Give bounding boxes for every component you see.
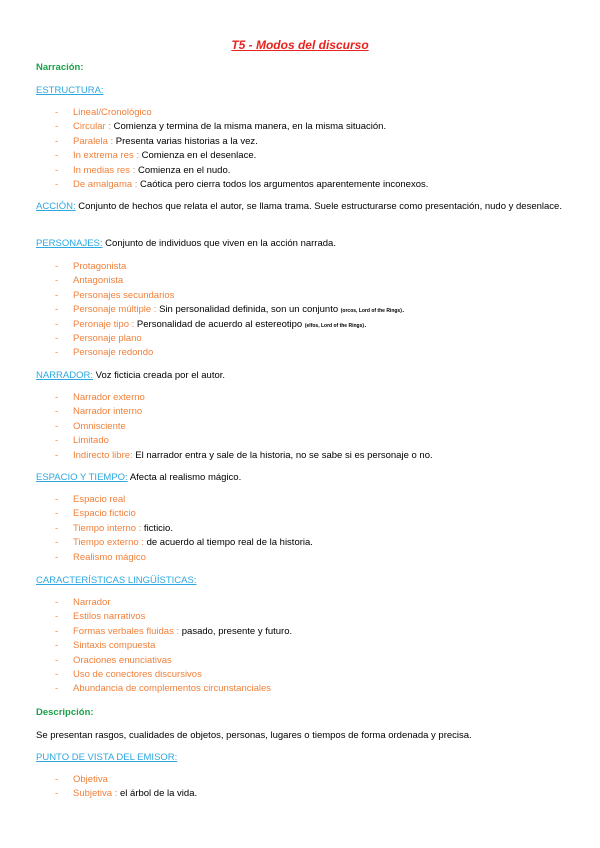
caracteristicas-bullet: -	[55, 669, 59, 680]
personajes-bullet: -	[55, 347, 59, 359]
personajes-item	[73, 275, 123, 286]
punto-vista-heading: PUNTO DE VISTA DEL EMISOR:	[36, 752, 178, 763]
espacio-item-desc: de acuerdo al tiempo real de la historia.	[143, 537, 313, 549]
document-title: T5 - Modos del discurso	[231, 38, 369, 52]
caracteristicas-heading: CARACTERÍSTICAS LINGÜÍSTICAS:	[36, 575, 197, 586]
personajes-paragraph	[36, 238, 336, 249]
estructura-bullet: -	[55, 107, 59, 118]
personajes-item	[73, 290, 174, 301]
personajes-bullet: -	[55, 318, 59, 330]
espacio-bullet: -	[55, 494, 59, 505]
estructura-bullet: -	[55, 179, 59, 190]
estructura-item	[73, 150, 256, 161]
estructura-item-desc: Comienza en el nudo.	[135, 164, 231, 176]
personajes-item-term: Personajes secundarios	[73, 289, 175, 301]
personajes-item	[73, 347, 153, 358]
caracteristicas-item	[73, 611, 145, 622]
caracteristicas-item	[73, 655, 172, 666]
personajes-item-tail: .	[401, 304, 405, 316]
estructura-bullet: -	[55, 164, 59, 176]
personajes-item-term: Antagonista	[73, 275, 124, 287]
espacio-item-term: Tiempo interno :	[73, 522, 142, 534]
estructura-heading: ESTRUCTURA:	[36, 85, 104, 96]
estructura-bullet: -	[55, 121, 59, 133]
caracteristicas-item-term: Narrador	[73, 597, 111, 608]
estructura-item-desc: Comienza en el desenlace.	[139, 150, 257, 162]
narrador-bullet: -	[55, 449, 59, 461]
punto-vista-bullet: -	[55, 774, 59, 785]
personajes-bullet: -	[55, 275, 59, 287]
personajes-item-note: (elfos, Lord of the Rings)	[304, 322, 365, 329]
estructura-item-term: Circular :	[73, 121, 112, 133]
narrador-bullet: -	[55, 435, 59, 447]
caracteristicas-bullet: -	[55, 640, 59, 652]
estructura-item-term: In extrema res :	[73, 150, 139, 162]
narrador-bullet: -	[55, 420, 59, 432]
estructura-item	[73, 107, 152, 118]
descripcion-text: Se presentan rasgos, cualidades de objetos, personas, lugares o tiempos de forma ordenada y precisa.	[36, 730, 472, 741]
personajes-heading: PERSONAJES:	[36, 238, 103, 249]
personajes-item-note: (orcos, Lord of the Rings)	[340, 308, 402, 315]
espacio-text: Afecta al realismo mágico.	[127, 472, 242, 483]
punto-vista-item-desc: el árbol de la vida.	[117, 788, 198, 800]
caracteristicas-item	[73, 626, 292, 637]
caracteristicas-item-term: Formas verbales fluidas :	[73, 625, 180, 637]
caracteristicas-item-desc: pasado, presente y futuro.	[179, 625, 293, 637]
narrador-item-term: Indirecto libre:	[73, 449, 133, 461]
punto-vista-item	[73, 788, 197, 799]
personajes-item-desc: Personalidad de acuerdo al estereotipo	[134, 318, 305, 330]
caracteristicas-item	[73, 669, 202, 680]
espacio-bullet: -	[55, 522, 59, 534]
narracion-heading: Narración:	[36, 62, 84, 73]
narrador-item	[73, 435, 109, 446]
narrador-item	[73, 421, 126, 432]
personajes-item-term: Personaje redondo	[73, 347, 154, 359]
estructura-item-desc: Comienza y termina de la misma manera, en la misma situación.	[111, 121, 387, 133]
narrador-bullet: -	[55, 392, 59, 403]
narrador-paragraph	[36, 370, 225, 381]
espacio-item	[73, 523, 173, 534]
caracteristicas-item	[73, 683, 271, 694]
narrador-item-term: Omnisciente	[73, 420, 126, 432]
personajes-item	[73, 333, 142, 344]
narrador-item-term: Limitado	[73, 435, 109, 447]
narrador-item-desc: El narrador entra y sale de la historia, no se sabe si es personaje o no.	[132, 449, 433, 461]
espacio-item-term: Tiempo externo :	[73, 537, 144, 549]
punto-vista-item	[73, 774, 108, 785]
caracteristicas-bullet: -	[55, 683, 59, 695]
estructura-item	[73, 165, 230, 176]
narrador-heading: NARRADOR:	[36, 370, 94, 381]
narrador-item	[73, 406, 142, 417]
descripcion-heading: Descripción:	[36, 707, 94, 718]
caracteristicas-item	[73, 597, 111, 608]
punto-vista-item-term: Objetiva	[73, 774, 108, 785]
estructura-item-term: In medias res :	[73, 164, 136, 176]
personajes-bullet: -	[55, 261, 59, 272]
estructura-item-term: De amalgama :	[73, 179, 138, 190]
espacio-item-term: Realismo mágico	[73, 551, 146, 563]
espacio-item	[73, 508, 136, 519]
estructura-item-desc: Presenta varias historias a la vez.	[113, 135, 258, 147]
estructura-item	[73, 121, 386, 132]
estructura-item-term: Paralela :	[73, 135, 114, 147]
caracteristicas-item-term: Uso de conectores discursivos	[73, 669, 202, 680]
personajes-item-tail: .	[364, 318, 367, 330]
narrador-bullet: -	[55, 406, 59, 418]
estructura-item-term: Lineal/Cronológico	[73, 107, 152, 118]
caracteristicas-item-term: Sintaxis compuesta	[73, 640, 156, 652]
caracteristicas-bullet: -	[55, 654, 59, 666]
personajes-bullet: -	[55, 304, 59, 316]
personajes-item-term: Protagonista	[73, 261, 127, 272]
personajes-bullet: -	[55, 333, 59, 344]
narrador-item-term: Narrador interno	[73, 406, 143, 418]
personajes-item	[73, 261, 126, 272]
caracteristicas-bullet: -	[55, 611, 59, 623]
accion-text: Conjunto de hechos que relata el autor, se llama trama. Suele estructurarse como presentación, nudo y desenlace.	[75, 201, 562, 212]
espacio-bullet: -	[55, 551, 59, 563]
estructura-item	[73, 136, 258, 147]
estructura-item-desc: Caótica pero cierra todos los argumentos aparentemente inconexos.	[137, 179, 429, 190]
personajes-text: Conjunto de individuos que viven en la acción narrada.	[102, 238, 336, 249]
accion-heading: ACCIÓN:	[36, 201, 76, 212]
espacio-item-desc: ficticio.	[141, 522, 173, 534]
personajes-item-term: Peronaje tipo :	[73, 318, 135, 330]
estructura-bullet: -	[55, 135, 59, 147]
caracteristicas-item-term: Estilos narrativos	[73, 611, 146, 623]
accion-paragraph	[36, 200, 566, 213]
personajes-item-term: Personaje múltiple :	[73, 304, 157, 316]
espacio-paragraph	[36, 472, 241, 483]
caracteristicas-bullet: -	[55, 625, 59, 637]
espacio-item-term: Espacio ficticio	[73, 508, 136, 520]
punto-vista-bullet: -	[55, 788, 59, 800]
espacio-item	[73, 537, 313, 548]
estructura-item	[73, 179, 428, 190]
personajes-item-term: Personaje plano	[73, 333, 142, 344]
espacio-bullet: -	[55, 537, 59, 549]
caracteristicas-item	[73, 640, 155, 651]
narrador-item	[73, 450, 433, 461]
espacio-item	[73, 552, 146, 563]
personajes-item	[73, 304, 405, 315]
espacio-bullet: -	[55, 508, 59, 520]
punto-vista-item-term: Subjetiva :	[73, 788, 118, 800]
espacio-item	[73, 494, 125, 505]
caracteristicas-bullet: -	[55, 597, 59, 608]
espacio-heading: ESPACIO Y TIEMPO:	[36, 472, 128, 483]
personajes-bullet: -	[55, 289, 59, 301]
caracteristicas-item-term: Oraciones enunciativas	[73, 654, 172, 666]
narrador-item-term: Narrador externo	[73, 392, 145, 403]
estructura-bullet: -	[55, 150, 59, 162]
personajes-item	[73, 319, 367, 330]
personajes-item-desc: Sin personalidad definida, son un conjunto	[156, 304, 341, 316]
caracteristicas-item-term: Abundancia de complementos circunstanciales	[73, 683, 272, 695]
narrador-text: Voz ficticia creada por el autor.	[93, 370, 226, 381]
narrador-item	[73, 392, 145, 403]
espacio-item-term: Espacio real	[73, 494, 126, 505]
